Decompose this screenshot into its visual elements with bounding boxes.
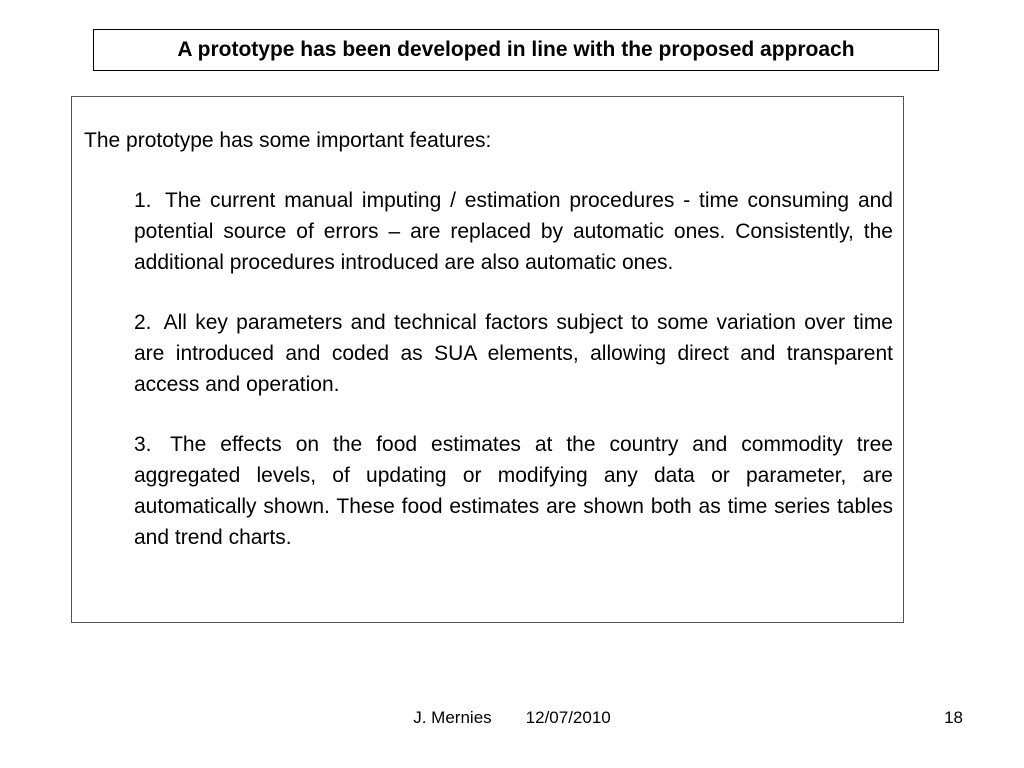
footer-author: J. Mernies (413, 708, 492, 727)
feature-item-number: 3. (134, 433, 152, 456)
feature-item-number: 1. (134, 189, 152, 212)
slide-title-text: A prototype has been developed in line with the proposed approach (177, 38, 855, 61)
page-number: 18 (944, 708, 963, 727)
feature-item-1 (134, 185, 893, 278)
feature-item-text: All key parameters and technical factors subject to some variation over time are introduced and coded as SUA elements, allowing direct and transparent access and operation. (134, 311, 893, 396)
intro-text: The prototype has some important features: (84, 129, 492, 152)
footer (0, 708, 1024, 728)
feature-item-2 (134, 307, 893, 400)
footer-date: 12/07/2010 (525, 708, 611, 727)
feature-item-text: The effects on the food estimates at the country and commodity tree aggregated levels, of updating or modifying any data or parameter, are automatically shown. These food estimates are shown both as time series tables and trend charts. (134, 433, 893, 549)
slide-title (93, 29, 939, 71)
feature-item-number: 2. (134, 311, 152, 334)
content-box (71, 96, 904, 623)
feature-item-text: The current manual imputing / estimation procedures - time consuming and potential source of errors – are replaced by automatic ones. Consistently, the additional procedures introduced are also automatic ones. (134, 189, 893, 274)
feature-item-3 (134, 429, 893, 553)
